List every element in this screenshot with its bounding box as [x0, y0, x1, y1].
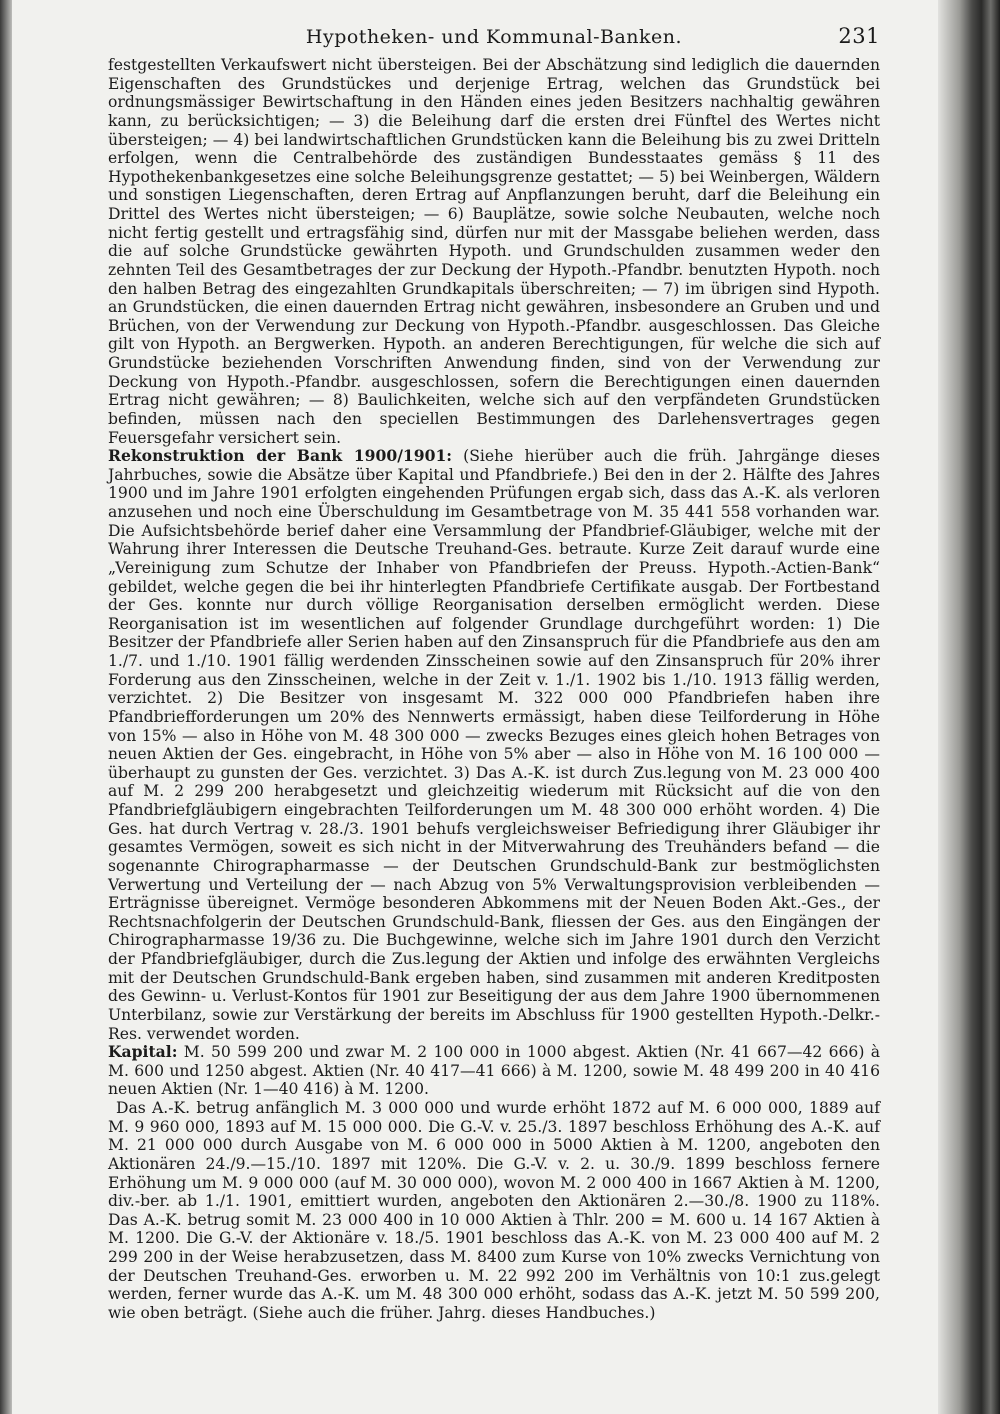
running-title: Hypotheken- und Kommunal-Banken. — [305, 26, 683, 48]
page-number: 231 — [838, 24, 880, 48]
body-text — [108, 56, 880, 1323]
paragraph-beleihung — [108, 56, 880, 447]
scan-edge-left — [0, 0, 12, 1414]
paragraph-text: (Siehe hierüber auch die früh. Jahrgänge dieses Jahrbuches, sowie die Absätze über Kapital und Pfandbriefe.) Bei den in der 2. Hälfte des Jahres 1900 und im Jahre 1901 erfolgten eingehenden Prüfungen ergab sich, dass das A.-K. als verloren anzusehen und noch eine Überschuldung im Gesamtbetrage von M. 35 441 558 vorhanden war. Die Aufsichtsbehörde berief daher eine Versammlung der Pfandbrief-Gläubiger, welche mit der Wahrung ihrer Interessen die Deutsche Treuhand-Ges. betraute. Kurze Zeit darauf wurde eine „Vereinigung zum Schutze der Inhaber von Pfandbriefen der Preuss. Hypoth.-Actien-Bank“ gebildet, welche gegen die bei ihr hinterlegten Pfandbriefe Certifikate ausgab. Der Fortbestand der Ges. konnte nur durch völlige Reorganisation derselben ermöglicht werden. Diese Reorganisation ist im wesentlichen auf folgender Grundlage durchgeführt worden: 1) Die Besitzer der Pfandbriefe aller Serien haben auf den Zinsanspruch für die Pfandbriefe aus den am 1./7. und 1./10. 1901 fällig werdenden Zinsscheinen sowie auf den Zinsanspruch für 20% ihrer Forderung aus den Zinsscheinen, welche in der Zeit v. 1./1. 1902 bis 1./10. 1913 fällig werden, verzichtet. 2) Die Besitzer von insgesamt M. 322 000 000 Pfandbriefen haben ihre Pfandbriefforderungen um 20% des Nennwerts ermässigt, haben diese Teilforderung in Höhe von 15% — also in Höhe von M. 48 300 000 — zwecks Bezuges eines gleich hohen Betrages von neuen Aktien der Ges. eingebracht, in Höhe von 5% aber — also in Höhe von M. 16 100 000 — überhaupt zu gunsten der Ges. verzichtet. 3) Das A.-K. ist durch Zus.legung von M. 23 000 400 auf M. 2 299 200 herabgesetzt und gleichzeitig wiederum mit Rücksicht auf die von den Pfandbriefgläubigern eingebrachten Teilforderungen um M. 48 300 000 erhöht worden. 4) Die Ges. hat durch Vertrag v. 28./3. 1901 behufs vergleichsweiser Befriedigung ihrer Gläubiger ihr gesamtes Vermögen, soweit es sich nicht in der Mitverwahrung des Treuhänders befand — die sogenannte Chirographarmasse — der Deutschen Grundschuld-Bank zur bestmöglichsten Verwertung und Verteilung der — nach Abzug von 5% Verwaltungsprovision verbleibenden — Erträgnisse übereignet. Vermöge besonderen Abkommens mit der Neuen Boden Akt.-Ges., der Rechtsnachfolgerin der Deutschen Grundschuld-Bank, fliessen der Ges. aus den Eingängen der Chirographarmasse 19/36 zu. Die Buchgewinne, welche sich im Jahre 1901 durch den Verzicht der Pfandbriefgläubiger, durch die Zus.legung der Aktien und infolge des erwähnten Vergleichs mit der Deutschen Grundschuld-Bank ergeben haben, sind zusammen mit anderen Kreditposten des Gewinn- u. Verlust-Kontos für 1901 zur Beseitigung der aus dem Jahre 1900 übernommenen Unterbilanz, sowie zur Verstärkung der bereits im Abschluss für 1900 gestellten Hypoth.-Delkr.-Res. verwendet worden. — [108, 447, 880, 1043]
page — [108, 22, 880, 1323]
paragraph-lead: Kapital: — [108, 1042, 178, 1062]
paragraph-ak-history — [108, 1099, 880, 1323]
paragraph-text: M. 50 599 200 und zwar M. 2 100 000 in 1000 abgest. Aktien (Nr. 41 667—42 666) à M. 600 und 1250 abgest. Aktien (Nr. 40 417—41 666) à M. 1200, sowie M. 48 499 200 in 40 416 neuen Aktien (Nr. 1—40 416) à M. 1200. — [108, 1043, 880, 1099]
page-header — [108, 22, 880, 56]
paragraph-rekonstruktion — [108, 447, 880, 1043]
paragraph-text: festgestellten Verkaufswert nicht übersteigen. Bei der Abschätzung sind lediglich die dauernden Eigenschaften des Grundstückes und derjenige Ertrag, welchen das Grundstück bei ordnungsmässiger Bewirtschaftung in den Händen eines jeden Besitzers nachhaltig gewähren kann, zu berücksichtigen; — 3) die Beleihung darf die ersten drei Fünftel des Wertes nicht übersteigen; — 4) bei landwirtschaftlichen Grundstücken kann die Beleihung bis zu zwei Dritteln erfolgen, wenn die Centralbehörde des zuständigen Bundesstaates gemäss § 11 des Hypothekenbankgesetzes eine solche Beleihungsgrenze gestattet; — 5) bei Weinbergen, Wäldern und sonstigen Liegenschaften, deren Ertrag auf Anpflanzungen beruht, darf die Beleihung ein Drittel des Wertes nicht übersteigen; — 6) Bauplätze, sowie solche Neubauten, welche noch nicht fertig gestellt und ertragsfähig sind, dürfen nur mit der Massgabe beliehen werden, dass die auf solche Grundstücke gewährten Hypoth. und Grundschulden zusammen weder den zehnten Teil des Gesamtbetrages der zur Deckung der Hypoth.-Pfandbr. benutzten Hypoth. noch den halben Betrag des eingezahlten Grundkapitals überschreiten; — 7) im übrigen sind Hypoth. an Grundstücken, die einen dauernden Ertrag nicht gewähren, insbesondere an Gruben und und Brüchen, von der Verwendung zur Deckung von Hypoth.-Pfandbr. ausgeschlossen. Das Gleiche gilt von Hypoth. an Bergwerken. Hypoth. an anderen Berechtigungen, für welche die sich auf Grundstücke beziehenden Vorschriften Anwendung finden, sind von der Verwendung zur Deckung von Hypoth.-Pfandbr. ausgeschlossen, sofern die Berechtigungen einen dauernden Ertrag nicht gewähren; — 8) Baulichkeiten, welche sich auf den verpfändeten Grundstücken befinden, müssen nach den speciellen Bestimmungen des Darlehensvertrages gegen Feuersgefahr versichert sein. — [108, 56, 880, 447]
paragraph-text: Das A.-K. betrug anfänglich M. 3 000 000 und wurde erhöht 1872 auf M. 6 000 000, 1889 auf M. 9 960 000, 1893 auf M. 15 000 000. Die G.-V. v. 25./3. 1897 beschloss Erhöhung des A.-K. auf M. 21 000 000 durch Ausgabe von M. 6 000 000 in 5000 Aktien à M. 1200, angeboten den Aktionären 24./9.—15./10. 1897 mit 120%. Die G.-V. v. 2. u. 30./9. 1899 beschloss fernere Erhöhung um M. 9 000 000 (auf M. 30 000 000), wovon M. 2 000 400 in 1667 Aktien à M. 1200, div.-ber. ab 1./1. 1901, emittiert wurden, angeboten den Aktionären 2.—30./8. 1900 zu 118%. Das A.-K. betrug somit M. 23 000 400 in 10 000 Aktien à Thlr. 200 = M. 600 u. 14 167 Aktien à M. 1200. Die G.-V. der Aktionäre v. 18./5. 1901 beschloss das A.-K. von M. 23 000 400 auf M. 2 299 200 in der Weise herabzusetzen, dass M. 8400 zum Kurse von 10% zwecks Vernichtung von der Deutschen Treuhand-Ges. erworben u. M. 22 992 200 im Verhältnis von 10:1 zus.gelegt werden, ferner wurde das A.-K. um M. 48 300 000 erhöht, sodass das A.-K. jetzt M. 50 599 200, wie oben beträgt. (Siehe auch die früher. Jahrg. dieses Handbuches.) — [108, 1099, 880, 1322]
paragraph-lead: Rekonstruktion der Bank 1900/1901: — [108, 446, 453, 466]
paragraph-kapital — [108, 1043, 880, 1099]
scan-edge-right — [938, 0, 1000, 1414]
